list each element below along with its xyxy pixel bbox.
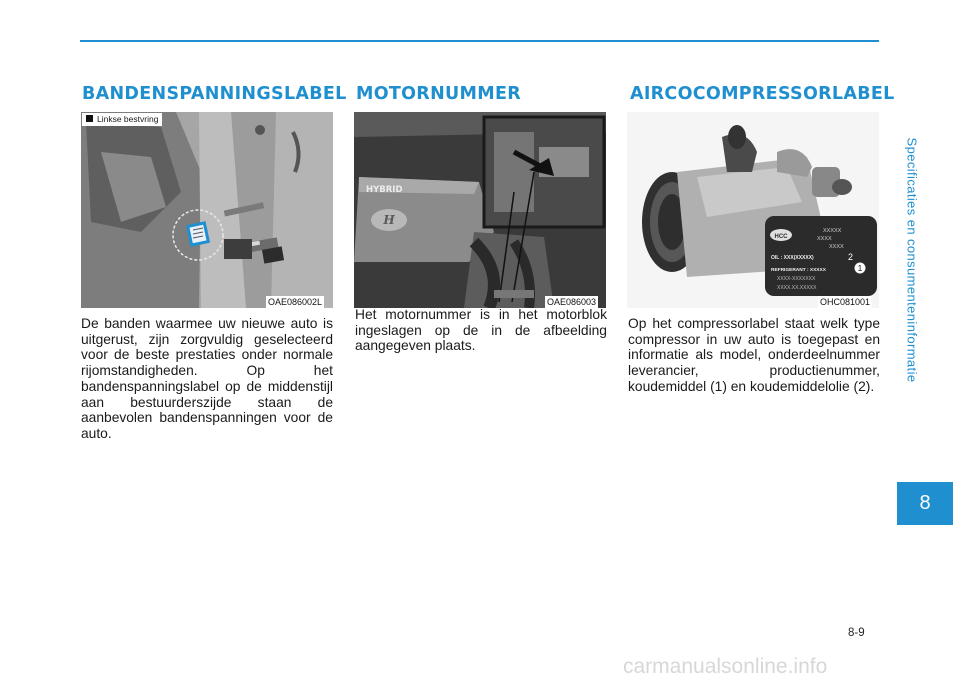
label-line1: XXXXX	[823, 228, 842, 234]
top-rule	[80, 40, 879, 42]
figure-engine-bay	[354, 112, 606, 308]
section-body: De banden waarmee uw nieuwe auto is uitgerust, zijn zorgvuldig geselecteerd voor de beste prestaties onder normale rijomstandigheden. Op het bandenspanningslabel op de middenstijl aan bestuurderszijde staan de aanbevolen bandenspanningen voor de auto.	[81, 316, 333, 441]
section-body: Het motornummer is in het motorblok ingeslagen op de in de afbeelding aangegeven plaats.	[355, 307, 607, 354]
callout-2: 2	[848, 252, 854, 262]
label-brand: HCC	[774, 234, 788, 240]
chapter-tab: 8	[897, 482, 953, 525]
heading-engine-number: MOTORNUMMER	[356, 84, 521, 104]
label-line2: XXXX	[817, 236, 832, 242]
hybrid-text: HYBRID	[366, 185, 403, 195]
heading-tire-label: BANDENSPANNINGSLABEL	[82, 84, 347, 104]
figure-legend	[82, 113, 162, 126]
figure-code: OHC081001	[820, 297, 871, 307]
figure-door-pillar	[81, 112, 333, 308]
square-bullet-icon	[86, 115, 93, 122]
label-oil: OIL : XXX(XXXXX)	[771, 255, 814, 261]
legend-text: Linkse bestvring	[97, 114, 159, 124]
watermark: carmanualsonline.info	[623, 655, 828, 678]
chapter-title-text: Specificaties en consumenteninformatie	[904, 137, 920, 383]
label-code1: XXXX-XXXXXXX	[777, 276, 816, 282]
heading-ac-compressor-label: AIRCOCOMPRESSORLABEL	[630, 84, 895, 104]
label-refrigerant: REFRIGERANT : XXXXX	[771, 268, 826, 273]
svg-text:H: H	[383, 213, 395, 227]
figure-code: OAE086002L	[268, 297, 323, 307]
section-body: Op het compressorlabel staat welk type compressor in uw auto is toegepast en informatie als model, onderdeelnummer leverancier, productienummer, koudemiddel (1) en koudemiddelolie (2).	[628, 316, 880, 394]
callout-1: 1	[857, 264, 863, 273]
label-line3: XXXX	[829, 244, 844, 250]
figure-code: OAE086003	[547, 297, 597, 307]
figure-ac-compressor	[627, 112, 879, 308]
label-code2: XXXX.XX.XXXXX	[777, 285, 817, 291]
page-number: 8-9	[848, 627, 865, 639]
